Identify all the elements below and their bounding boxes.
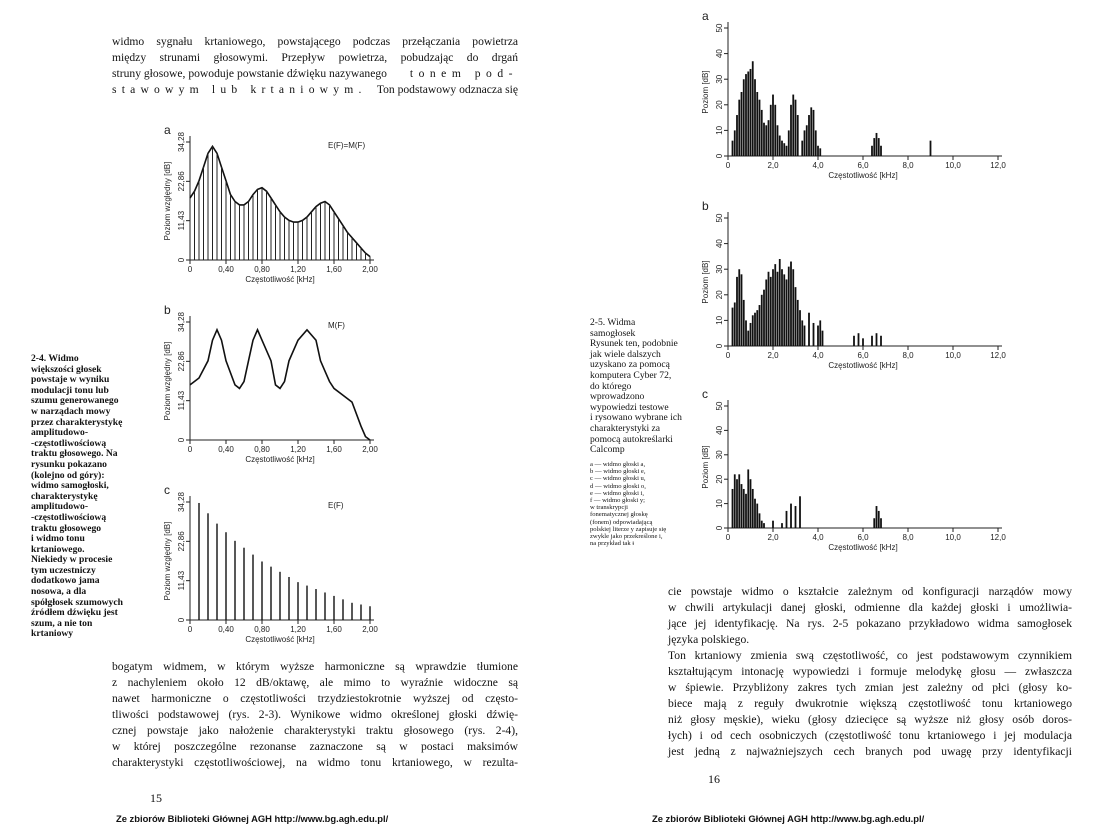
text-line: w której poszczególne rezonanse zaznaczone są w postaci maksimów bbox=[112, 740, 518, 753]
y-axis-label: Poziom względny [dB] bbox=[163, 341, 172, 421]
y-tick-label: 10 bbox=[715, 125, 724, 135]
panel-label: b bbox=[702, 199, 709, 213]
x-tick-label: 2,0 bbox=[767, 161, 779, 170]
text-line: tliwości podstawowej (rys. 2-3). Wynikowe widmo określonej głoski dźwię- bbox=[112, 708, 518, 721]
text-line: samogłosek bbox=[590, 327, 636, 339]
x-tick-label: 2,0 bbox=[767, 533, 779, 542]
x-tick-label: 0,40 bbox=[218, 625, 234, 634]
y-tick-label: 50 bbox=[715, 213, 724, 223]
x-tick-label: 8,0 bbox=[902, 161, 914, 170]
y-tick-label: 30 bbox=[715, 74, 724, 84]
x-axis-label: Częstotliwość [kHz] bbox=[245, 275, 315, 284]
text-line: nawet harmoniczne o częstotliwości trzydziestokrotnie wyższej od często- bbox=[112, 692, 518, 705]
text-line: szum, a nie ton bbox=[31, 617, 93, 629]
text-line: niż głosy męskie), wieku (głosy dziecięce są wyższe niż głosy osób doros- bbox=[668, 713, 1072, 726]
text-line: pomocą autokreślarki bbox=[590, 433, 673, 445]
bottom-paragraph bbox=[112, 659, 518, 771]
text-line: polskiej literze y zapisuje się bbox=[590, 525, 667, 533]
text-line: Ton krtaniowy zmienia swą częstotliwość, co jest podstawowym czynnikiem bbox=[668, 649, 1072, 662]
text-line: traktu głosowego bbox=[31, 522, 102, 534]
y-axis-label: Poziom [dB] bbox=[701, 445, 710, 489]
text-line: modulacji tonu lub bbox=[31, 384, 109, 396]
text-line: i widmo tonu bbox=[31, 533, 85, 545]
text-line: a — widmo głoski a, bbox=[590, 461, 646, 468]
text-line: przez charakterystykę bbox=[31, 416, 123, 428]
text-line: -częstotliwościową bbox=[31, 437, 107, 449]
y-tick-label: 22,86 bbox=[177, 531, 186, 552]
text-line: krtaniowego. bbox=[31, 543, 85, 555]
text-line: Niekiedy w procesie bbox=[31, 554, 113, 566]
chart-2-4b bbox=[150, 290, 390, 470]
text-line: wypowiedzi testowe bbox=[590, 401, 669, 413]
x-tick-label: 12,0 bbox=[990, 161, 1006, 170]
text-line: dodatkowo jama bbox=[31, 575, 100, 587]
text-span: struny głosowe, powoduje powstanie dźwięku nazywanego bbox=[112, 67, 387, 80]
y-tick-label: 0 bbox=[177, 437, 186, 443]
text-line: rysunku pokazano bbox=[31, 458, 107, 470]
x-tick-label: 6,0 bbox=[857, 351, 869, 360]
x-axis-label: Częstotliwość [kHz] bbox=[828, 171, 898, 180]
text-line: z nachyleniem około 12 dB/oktawę, ale mimo to wyraźnie widoczne są bbox=[112, 676, 518, 689]
y-tick-label: 34,28 bbox=[177, 491, 186, 513]
text-line: źródłem dźwięku jest bbox=[31, 607, 118, 619]
text-line: łych) i od cech osobniczych (częstotliwość tonu krtaniowego i jej modulacja bbox=[668, 729, 1072, 742]
text-line: i rysowano wybrane ich bbox=[590, 412, 682, 424]
text-line: w narządach mowy bbox=[31, 405, 111, 417]
text-line: charakterystykę bbox=[31, 490, 98, 502]
x-tick-label: 10,0 bbox=[945, 161, 961, 170]
y-tick-label: 0 bbox=[715, 525, 724, 531]
x-tick-label: 4,0 bbox=[812, 161, 824, 170]
x-tick-label: 0 bbox=[187, 625, 193, 634]
x-axis-label: Częstotliwość [kHz] bbox=[828, 361, 898, 370]
text-line: -częstotliwościową bbox=[31, 511, 107, 523]
text-line: komputera Cyber 72, bbox=[590, 369, 672, 381]
text-line: (kolejno od góry): bbox=[31, 469, 105, 481]
text-line: między strunami głosowymi. Przepływ powietrza, pobudzając do drgań bbox=[112, 51, 518, 64]
page-number: 15 bbox=[150, 791, 162, 805]
x-tick-label: 0 bbox=[725, 533, 731, 542]
text-line: wprowadzono bbox=[590, 391, 645, 403]
x-axis-label: Częstotliwość [kHz] bbox=[245, 455, 315, 464]
text-line: traktu głosowego. Na bbox=[31, 448, 118, 460]
x-tick-label: 1,20 bbox=[290, 265, 306, 274]
text-line: języka polskiego. bbox=[668, 633, 750, 646]
chart-2-4c bbox=[150, 470, 390, 650]
text-line: kształtującym intonację wypowiedzi i formuje melodykę głosu — zwłaszcza bbox=[668, 665, 1072, 678]
x-tick-label: 8,0 bbox=[902, 351, 914, 360]
x-tick-label: 8,0 bbox=[902, 533, 914, 542]
x-tick-label: 0 bbox=[725, 351, 731, 360]
y-tick-label: 11,43 bbox=[177, 390, 186, 411]
response-line bbox=[190, 330, 370, 440]
text-line: fonematycznej głoskę bbox=[590, 511, 648, 519]
y-tick-label: 40 bbox=[715, 49, 724, 59]
panel-label: c bbox=[702, 387, 708, 401]
y-axis-label: Poziom [dB] bbox=[701, 260, 710, 304]
text-line: bogatym widmem, w którym wyższe harmoniczne są wprawdzie tłumione bbox=[112, 660, 518, 673]
y-tick-label: 10 bbox=[715, 315, 724, 325]
y-tick-label: 30 bbox=[715, 264, 724, 274]
y-tick-label: 0 bbox=[177, 257, 186, 263]
text-line bbox=[112, 66, 518, 82]
x-tick-label: 2,00 bbox=[362, 445, 378, 454]
x-tick-label: 0,40 bbox=[218, 445, 234, 454]
x-tick-label: 1,60 bbox=[326, 445, 342, 454]
text-line: f — widmo głoski y; bbox=[590, 497, 645, 505]
y-tick-label: 0 bbox=[177, 617, 186, 623]
y-axis-label: Poziom względny [dB] bbox=[163, 521, 172, 601]
text-line: amplitudowo- bbox=[31, 427, 89, 439]
text-line bbox=[112, 82, 518, 98]
chart-annotation: E(F) bbox=[328, 501, 344, 510]
chart-annotation: E(F)=M(F) bbox=[328, 141, 366, 150]
footer-credit: Ze zbiorów Biblioteki Głównej AGH http://www.bg.agh.edu.pl/ bbox=[652, 813, 925, 824]
text-line: tym uczestniczy bbox=[31, 564, 96, 576]
figure-caption-2-5 bbox=[590, 318, 710, 456]
body-paragraph bbox=[668, 584, 1072, 760]
text-line: krtaniowy bbox=[31, 628, 74, 640]
text-line: jest jedną z najważniejszych cech branych pod uwagę przy identyfikacji bbox=[668, 745, 1072, 758]
y-tick-label: 0 bbox=[715, 343, 724, 349]
text-line: 2-4. Widmo bbox=[31, 353, 79, 364]
y-tick-label: 34,28 bbox=[177, 131, 186, 153]
text-line: do którego bbox=[590, 380, 632, 392]
text-span-spaced: tonem pod- bbox=[409, 67, 518, 80]
text-line: amplitudowo- bbox=[31, 501, 89, 513]
text-line: charakterystyki częstotliwościowej, na widmo tonu krtaniowego, w rezulta- bbox=[112, 756, 518, 769]
y-tick-label: 50 bbox=[715, 401, 724, 411]
right-page bbox=[550, 0, 1100, 829]
text-line: w transkrypcji bbox=[590, 504, 628, 512]
text-line: w śpiewie. Przybliżony zakres tych zmian jest zależny od płci (głosy ko- bbox=[668, 681, 1072, 694]
text-line: widmo samogłoski, bbox=[31, 480, 109, 492]
y-tick-label: 11,43 bbox=[177, 210, 186, 231]
figure-caption-2-4 bbox=[31, 354, 149, 640]
x-tick-label: 2,00 bbox=[362, 265, 378, 274]
text-span-spaced: stawowym lub krtaniowym. bbox=[112, 83, 367, 96]
text-line: biece mają z reguły dwukrotnie większą częstotliwość tonu krtaniowego bbox=[668, 697, 1072, 710]
x-tick-label: 0 bbox=[187, 445, 193, 454]
y-tick-label: 30 bbox=[715, 450, 724, 460]
text-line: spółgłosek szumowych bbox=[31, 596, 123, 608]
x-tick-label: 0,80 bbox=[254, 265, 270, 274]
text-line: c — widmo głoski u, bbox=[590, 475, 646, 483]
x-tick-label: 12,0 bbox=[990, 533, 1006, 542]
text-line: zwykle jako przekreślone i, bbox=[590, 533, 663, 541]
text-line: cie powstaje widmo o kształcie zależnym od konfiguracji narządów mowy bbox=[668, 585, 1072, 598]
y-tick-label: 34,28 bbox=[177, 311, 186, 333]
x-tick-label: 4,0 bbox=[812, 533, 824, 542]
text-line: uzyskano za pomocą bbox=[590, 359, 670, 371]
top-paragraph bbox=[112, 34, 518, 98]
x-tick-label: 2,0 bbox=[767, 351, 779, 360]
y-tick-label: 20 bbox=[715, 290, 724, 300]
text-line: b — widmo głoski e, bbox=[590, 468, 646, 476]
y-axis-label: Poziom [dB] bbox=[701, 70, 710, 114]
text-line: Rysunek ten, podobnie bbox=[590, 338, 678, 350]
y-tick-label: 40 bbox=[715, 425, 724, 435]
x-tick-label: 2,00 bbox=[362, 625, 378, 634]
chart-2-5c bbox=[690, 387, 1010, 564]
chart-2-5a bbox=[690, 8, 1010, 190]
y-tick-label: 22,86 bbox=[177, 171, 186, 192]
panel-label: a bbox=[164, 123, 171, 137]
text-line: na przykład tak ɨ bbox=[590, 540, 635, 548]
y-tick-label: 20 bbox=[715, 474, 724, 484]
y-tick-label: 22,86 bbox=[177, 351, 186, 372]
x-tick-label: 0,80 bbox=[254, 445, 270, 454]
figure-caption-2-5-legend bbox=[590, 461, 710, 547]
x-tick-label: 1,20 bbox=[290, 625, 306, 634]
y-tick-label: 20 bbox=[715, 100, 724, 110]
x-tick-label: 0 bbox=[725, 161, 731, 170]
text-line: (fonem) odpowiadającą bbox=[590, 518, 653, 526]
panel-label: a bbox=[702, 9, 709, 23]
x-tick-label: 6,0 bbox=[857, 161, 869, 170]
text-line: powstaje w wyniku bbox=[31, 374, 110, 386]
y-tick-label: 11,43 bbox=[177, 570, 186, 591]
page-number: 16 bbox=[708, 772, 720, 786]
x-axis-label: Częstotliwość [kHz] bbox=[828, 543, 898, 552]
text-line: szumu generowanego bbox=[31, 395, 119, 407]
y-tick-label: 40 bbox=[715, 239, 724, 249]
x-tick-label: 6,0 bbox=[857, 533, 869, 542]
text-line: charakterystyki za bbox=[590, 422, 661, 434]
text-line: d — widmo głoski o, bbox=[590, 482, 646, 490]
x-tick-label: 10,0 bbox=[945, 351, 961, 360]
text-line: jące jej identyfikację. Na rys. 2-5 pokazano przykładowo widma samogłosek bbox=[668, 617, 1072, 630]
text-span: Ton podstawowy odznacza się bbox=[376, 83, 518, 96]
chart-2-5b bbox=[690, 199, 1010, 376]
y-axis-label: Poziom względny [dB] bbox=[163, 161, 172, 241]
x-tick-label: 1,60 bbox=[326, 625, 342, 634]
x-tick-label: 1,20 bbox=[290, 445, 306, 454]
y-tick-label: 50 bbox=[715, 23, 724, 33]
x-tick-label: 12,0 bbox=[990, 351, 1006, 360]
text-line: widmo sygnału krtaniowego, powstającego podczas przełączania powietrza bbox=[112, 35, 518, 48]
text-line: w chwili artykulacji danej głoski, odmienne dla każdej głoski i umożliwia- bbox=[668, 601, 1072, 614]
text-line: większości głosek bbox=[31, 363, 102, 375]
x-tick-label: 0,40 bbox=[218, 265, 234, 274]
y-tick-label: 0 bbox=[715, 153, 724, 159]
x-tick-label: 1,60 bbox=[326, 265, 342, 274]
y-tick-label: 10 bbox=[715, 499, 724, 509]
text-line: e — widmo głoski i, bbox=[590, 489, 645, 497]
x-tick-label: 0 bbox=[187, 265, 193, 274]
text-line: nosowa, a dla bbox=[31, 586, 87, 598]
chart-annotation: M(F) bbox=[328, 321, 345, 330]
panel-label: b bbox=[164, 303, 171, 317]
x-tick-label: 0,80 bbox=[254, 625, 270, 634]
x-tick-label: 4,0 bbox=[812, 351, 824, 360]
chart-2-4a bbox=[150, 110, 390, 290]
text-line: 2-5. Widma bbox=[590, 317, 636, 328]
panel-label: c bbox=[164, 483, 170, 497]
x-tick-label: 10,0 bbox=[945, 533, 961, 542]
x-axis-label: Częstotliwość [kHz] bbox=[245, 635, 315, 644]
text-line: cznej powstaje jako nałożenie charakterystyki traktu głosowego (rys. 2-4), bbox=[112, 724, 518, 737]
text-line: jak wiele dalszych bbox=[590, 348, 661, 360]
text-line: Calcomp bbox=[590, 444, 625, 456]
footer-credit: Ze zbiorów Biblioteki Głównej AGH http://www.bg.agh.edu.pl/ bbox=[116, 813, 389, 824]
